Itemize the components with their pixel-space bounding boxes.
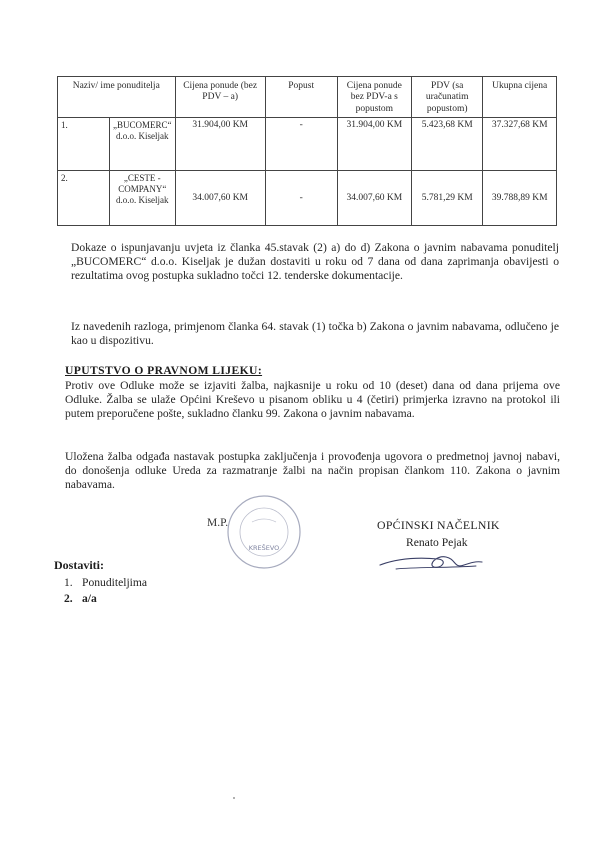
header-vat: PDV (sa uračunatim popustom) — [412, 77, 483, 118]
mayor-title: OPĆINSKI NAČELNIK — [377, 518, 500, 532]
header-discount: Popust — [265, 77, 337, 118]
row-price-discount: 34.007,60 KM — [337, 171, 411, 226]
header-total: Ukupna cijena — [483, 77, 557, 118]
row-index: 1. — [58, 118, 110, 171]
row-price: 31.904,00 KM — [175, 118, 265, 171]
paragraph-evidence: Dokaze o ispunjavanju uvjeta iz članka 45.stavak (2) a) do d) Zakona o javnim nabavama ponuditelj „BUCOMERC“ d.o.o. Kiseljak je dužan dostaviti u roku od 7 dana od dana zaprimanja obavijesti o rezultatima ovog postupka sukladno točci 12. tenderske dokumentacije. — [71, 241, 559, 282]
row-price: 34.007,60 KM — [175, 171, 265, 226]
row-vat: 5.423,68 KM — [412, 118, 483, 171]
row-bidder-name: „CESTE - COMPANY“ d.o.o. Kiseljak — [110, 171, 176, 226]
list-item-text: Ponuditeljima — [82, 576, 148, 589]
paragraph-decision: Iz navedenih razloga, primjenom članka 64. stavak (1) točka b) Zakona o javnim nabavama, odlučeno je kao u dispozitivu. — [71, 320, 559, 347]
header-price-discount: Cijena ponude bez PDV-a s popustom — [337, 77, 411, 118]
handwritten-signature — [376, 545, 486, 575]
legal-remedy-heading: UPUTSTVO O PRAVNOM LIJEKU: — [65, 364, 263, 377]
municipal-stamp — [224, 492, 304, 572]
scan-speck — [233, 797, 235, 799]
row-discount: - — [265, 118, 337, 171]
table-header-row — [58, 77, 557, 118]
row-total: 37.327,68 KM — [483, 118, 557, 171]
row-bidder-name: „BUCOMERC“ d.o.o. Kiseljak — [110, 118, 176, 171]
row-discount: - — [265, 171, 337, 226]
bid-comparison-table — [57, 76, 557, 226]
paragraph-appeal-effect: Uložena žalba odgađa nastavak postupka zaključenja i provođenja ugovora o predmetnoj javnoj nabavi, do donošenja odluke Ureda za razmatranje žalbi na način propisan člankom 110. Zakona o javnim nabavama. — [65, 450, 560, 491]
list-item — [64, 591, 147, 607]
seal-place-label: M.P. — [207, 517, 229, 529]
row-price-discount: 31.904,00 KM — [337, 118, 411, 171]
row-index: 2. — [58, 171, 110, 226]
paragraph-appeal: Protiv ove Odluke može se izjaviti žalba, najkasnije u roku od 10 (deset) dana od dana prijema ove Odluke. Žalba se ulaže Općini Kreševo u pisanom obliku u 4 (četiri) primjerka izravno na protokol ili putem preporučene pošte, sukladno članku 99. Zakona o javnim nabavama. — [65, 379, 560, 420]
deliver-list — [64, 575, 147, 607]
list-item-number: 2. — [64, 592, 73, 605]
table-row — [58, 118, 557, 171]
header-price: Cijena ponude (bez PDV – a) — [175, 77, 265, 118]
header-bidder-name: Naziv/ ime ponuditelja — [58, 77, 176, 118]
list-item — [64, 575, 147, 591]
mayor-name: Renato Pejak — [406, 536, 468, 549]
list-item-text: a/a — [82, 592, 97, 605]
stamp-text: KREŠEVO — [248, 544, 280, 552]
row-vat: 5.781,29 KM — [412, 171, 483, 226]
deliver-title: Dostaviti: — [54, 558, 104, 572]
list-item-number: 1. — [64, 576, 73, 589]
row-total: 39.788,89 KM — [483, 171, 557, 226]
table-row — [58, 171, 557, 226]
